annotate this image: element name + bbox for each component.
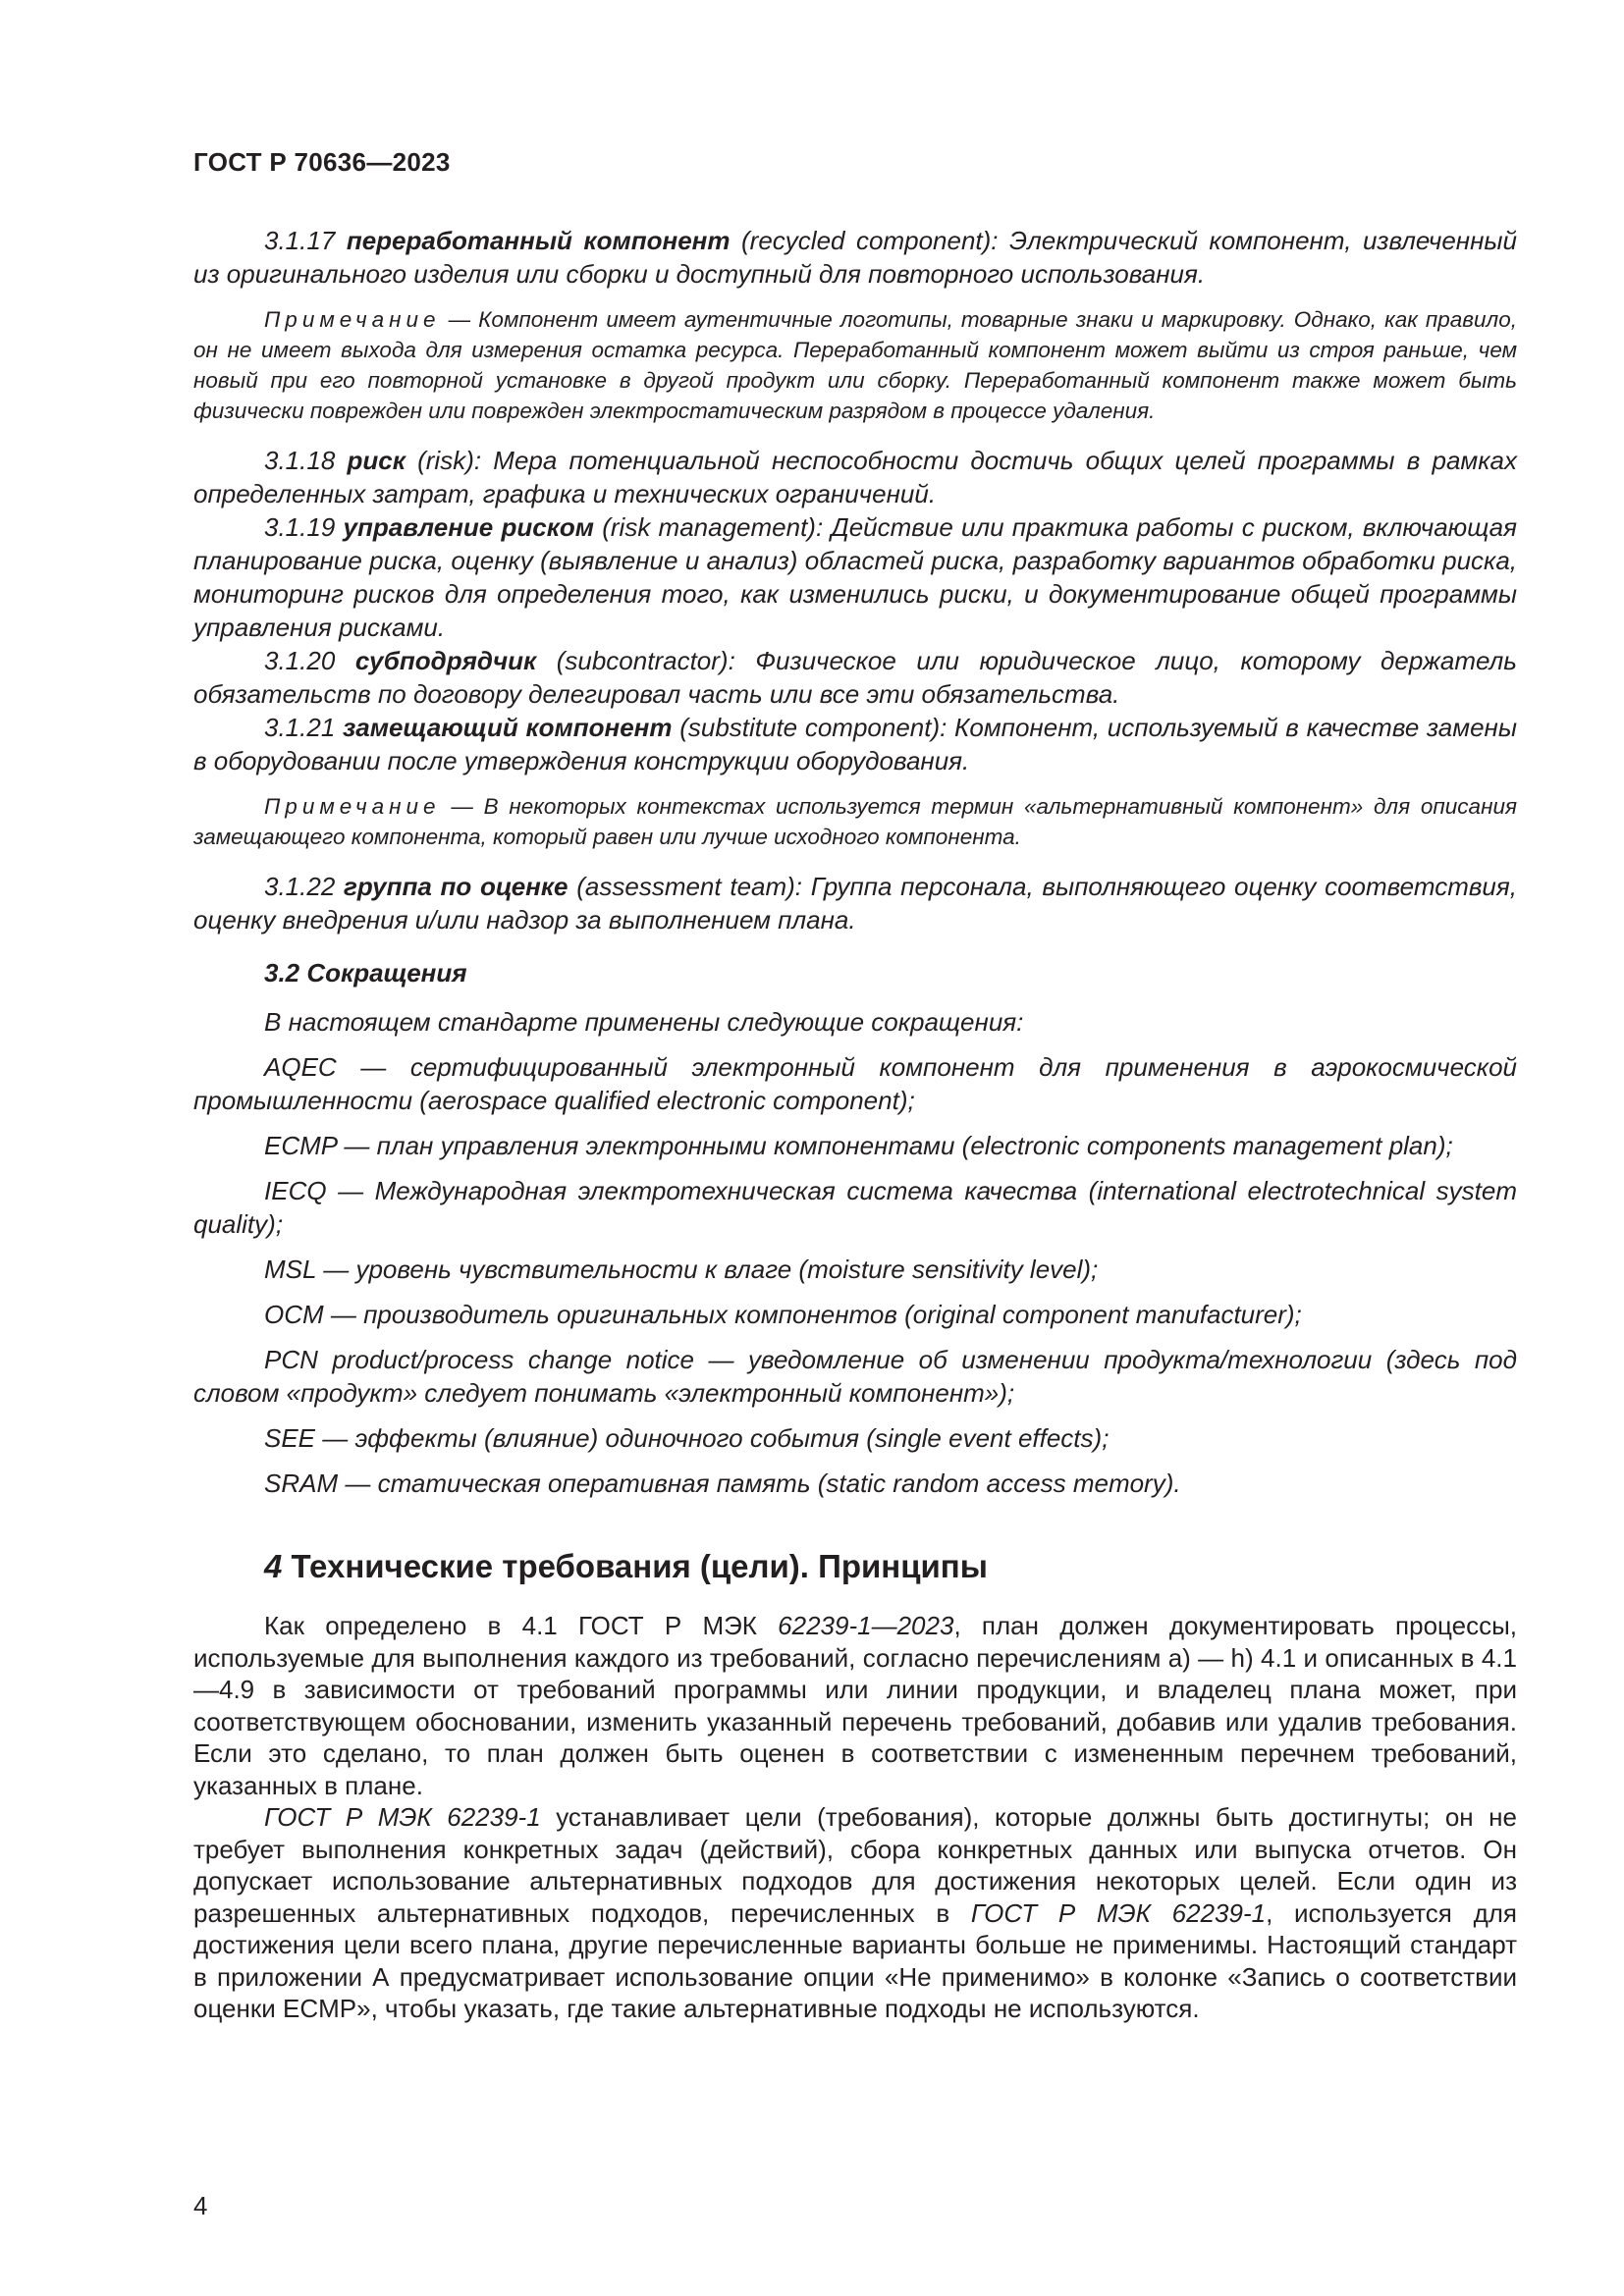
abbreviation-item: OCM — производитель оригинальных компонентов (original component manufacturer); <box>264 1300 1302 1329</box>
abbreviation-item: AQEC — сертифицированный электронный компонент для применения в аэрокосмической промышленности (aerospace qualified electronic component); <box>193 1052 1517 1115</box>
definition-number: 3.1.18 <box>264 446 336 475</box>
note-text: — В некоторых контекстах используется термин «альтернативный компонент» для описания замещающего компонента, который равен или лучше исходного компонента. <box>193 794 1517 849</box>
note-label: Примечание <box>264 307 441 332</box>
definition-3-1-22 <box>193 870 1517 936</box>
definition-term: управление риском <box>343 512 594 542</box>
abbreviation-item: SEE — эффекты (влияние) одиночного события (single event effects); <box>264 1423 1110 1453</box>
document-header: ГОСТ Р 70636—2023 <box>193 147 451 177</box>
note-label: Примечание <box>264 794 441 819</box>
definition-term: переработанный компонент <box>346 226 731 255</box>
standard-reference: 62239-1—2023 <box>778 1611 954 1640</box>
abbreviations-intro: В настоящем стандарте применены следующие сокращения: <box>264 1007 1024 1037</box>
definition-number: 3.1.22 <box>264 872 336 901</box>
abbreviation-item: SRAM — статическая оперативная память (static random access memory). <box>264 1468 1181 1498</box>
section-paragraph-1 <box>193 1610 1517 1801</box>
definition-text: (risk): Мера потенциальной неспособности достичь общих целей программы в рамках определенных затрат, графика и технических ограничений. <box>193 446 1517 508</box>
page-content <box>193 224 1517 2025</box>
definition-number: 3.1.17 <box>264 226 336 255</box>
standard-reference: ГОСТ Р МЭК 62239-1 <box>970 1897 1267 1928</box>
section-heading <box>264 1547 1517 1586</box>
paragraph-text: , используется для достижения цели всего плана, другие перечисленные варианты больше не применимы. Настоящий стандарт в приложении А предусматривает использование опции «Не применимо» в колонке «Запись о соответствии оценки ECMP», чтобы указать, где такие альтернативные подходы не используются. <box>193 1897 1517 2023</box>
section-paragraph-2 <box>193 1801 1517 2025</box>
page-number: 4 <box>193 2191 208 2220</box>
section-title: Технические требования (цели). Принципы <box>282 1548 988 1584</box>
paragraph-text: Как определено в 4.1 ГОСТ Р МЭК <box>264 1611 779 1640</box>
note-substitute-component <box>193 791 1517 852</box>
abbreviation-item: PCN product/process change notice — уведомление об изменении продукта/технологии (здесь под словом «продукт» следует понимать «электронный компонент»); <box>193 1345 1517 1408</box>
definition-text: (assessment team): Группа персонала, выполняющего оценку соответствия, оценку внедрения и/или надзор за выполнением плана. <box>193 872 1518 934</box>
definition-term: замещающий компонент <box>343 713 673 742</box>
section-number: 4 <box>264 1548 283 1584</box>
definition-text: (subcontractor): Физическое или юридическое лицо, которому держатель обязательств по договору делегировал часть или все эти обязательства. <box>193 646 1517 709</box>
standard-reference: ГОСТ Р МЭК 62239-1 <box>264 1802 541 1832</box>
note-recycled-component <box>193 304 1517 426</box>
definition-3-1-21 <box>193 711 1517 777</box>
paragraph-text: устанавливает цели (требования), которые должны быть достигнуты; он не требует выполнения конкретных задач (действий), сбора конкретных данных или выпуска отчетов. Он допускает использование альтернативных подходов для достижения некоторых целей. Если один из разрешенных альтернативных подходов, перечисленных в <box>193 1802 1517 1928</box>
definition-number: 3.1.19 <box>264 512 336 542</box>
definition-term: группа по оценке <box>344 872 568 901</box>
definition-number: 3.1.21 <box>264 713 336 742</box>
paragraph-text: , план должен документировать процессы, используемые для выполнения каждого из требований, согласно перечислениям а) — h) 4.1 и описанных в 4.1—4.9 в зависимости от требований программы или линии продукции, и владелец плана может, при соответствующем обосновании, изменить указанный перечень требований, добавив или удалив требования. Если это сделано, то план должен быть оценен в соответствии с измененным перечнем требований, указанных в плане. <box>193 1611 1518 1800</box>
definition-text: (substitute component): Компонент, используемый в качестве замены в оборудовании после утверждения конструкции оборудования. <box>193 713 1517 775</box>
definition-3-1-20 <box>193 644 1517 711</box>
abbreviations-heading: 3.2 Сокращения <box>264 958 467 988</box>
abbreviation-item: MSL — уровень чувствительности к влаге (moisture sensitivity level); <box>264 1255 1099 1284</box>
definition-number: 3.1.20 <box>264 646 336 675</box>
definition-3-1-17 <box>193 224 1517 291</box>
definition-term: субподрядчик <box>354 646 537 675</box>
definition-text: (recycled component): Электрический компонент, извлеченный из оригинального изделия или сборки и доступный для повторного использования. <box>193 226 1517 289</box>
abbreviation-item: IECQ — Международная электротехническая система качества (international electrotechnical system quality); <box>193 1176 1517 1239</box>
definition-3-1-19 <box>193 510 1517 644</box>
definition-text: (risk management): Действие или практика работы с риском, включающая планирование риска, оценку (выявление и анализ) областей риска, разработку вариантов обработки риска, мониторинг рисков для определения того, как изменились риски, и документирование общей программы управления рисками. <box>193 512 1517 642</box>
note-text: — Компонент имеет аутентичные логотипы, товарные знаки и маркировку. Однако, как правило, он не имеет выхода для измерения остатка ресурса. Переработанный компонент может выйти из строя раньше, чем новый при его повторной установке в другой продукт или сборку. Переработанный компонент также может быть физически поврежден или поврежден электростатическим разрядом в процессе удаления. <box>193 307 1517 423</box>
definition-term: риск <box>347 446 406 475</box>
definition-3-1-18 <box>193 444 1517 510</box>
abbreviation-item: ECMP — план управления электронными компонентами (electronic components management plan); <box>264 1131 1453 1160</box>
